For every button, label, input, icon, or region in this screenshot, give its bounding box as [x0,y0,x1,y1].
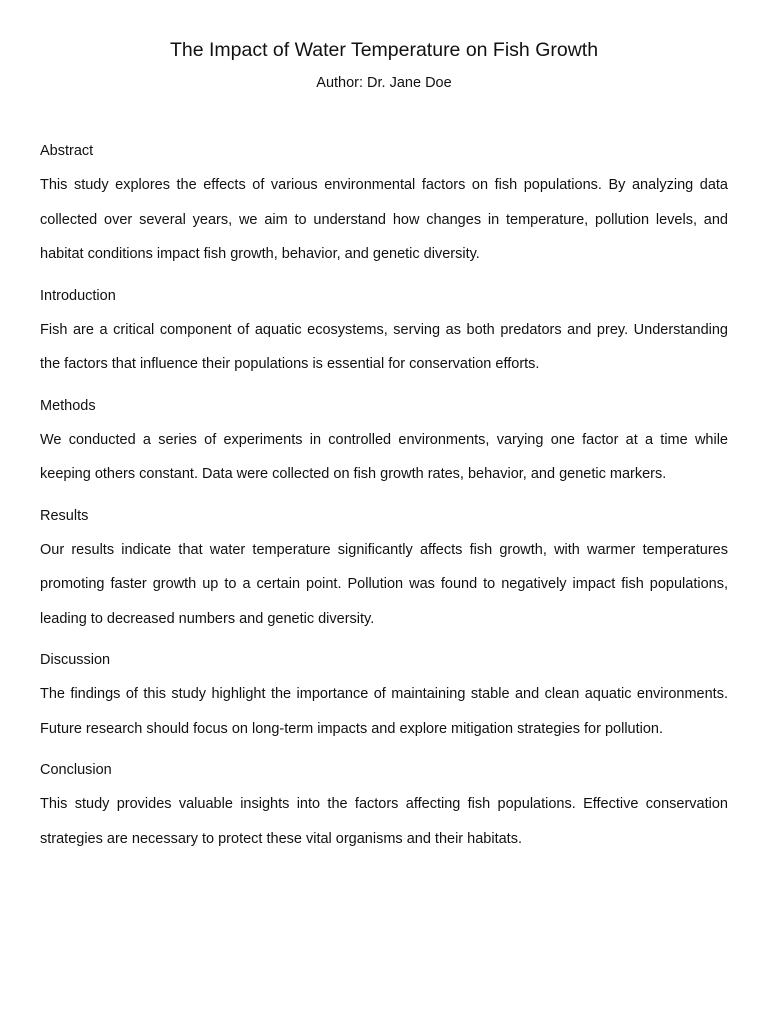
introduction-heading: Introduction [40,287,116,304]
results-heading: Results [40,507,89,524]
abstract-heading: Abstract [40,143,94,159]
introduction-section [40,286,728,382]
results-section [40,506,728,637]
abstract-section [40,141,728,272]
discussion-section [40,650,728,746]
conclusion-heading: Conclusion [40,762,112,778]
conclusion-section [40,760,728,856]
abstract-body: This study explores the effects of various environmental factors on fish populations. By analyzing data collected over several years, we aim to understand how changes in temperature, pollution levels, and habitat conditions impact fish growth, behavior, and genetic diversity. [40,177,728,262]
results-body: Our results indicate that water temperature significantly affects fish growth, with warmer temperatures promoting faster growth up to a certain point. Pollution was found to negatively impact fish populations, leading to decreased numbers and genetic diversity. [40,541,728,627]
paper-title: The Impact of Water Temperature on Fish Growth [169,39,599,61]
conclusion-body: This study provides valuable insights into the factors affecting fish populations. Effective conservation strategies are necessary to protect these vital organisms and their habitats. [40,796,728,847]
discussion-body: The findings of this study highlight the importance of maintaining stable and clean aquatic environments. Future research should focus on long-term impacts and explore mitigation strategies for pollution. [40,686,728,737]
methods-heading: Methods [40,397,96,414]
methods-section [40,396,728,492]
introduction-body: Fish are a critical component of aquatic ecosystems, serving as both predators and prey. Understanding the factors that influence their populations is essential for conservation efforts. [40,321,728,372]
author-line: Author: Dr. Jane Doe [316,75,452,91]
methods-body: We conducted a series of experiments in controlled environments, varying one factor at a time while keeping others constant. Data were collected on fish growth rates, behavior, and genetic markers. [40,431,728,482]
discussion-heading: Discussion [40,652,111,668]
